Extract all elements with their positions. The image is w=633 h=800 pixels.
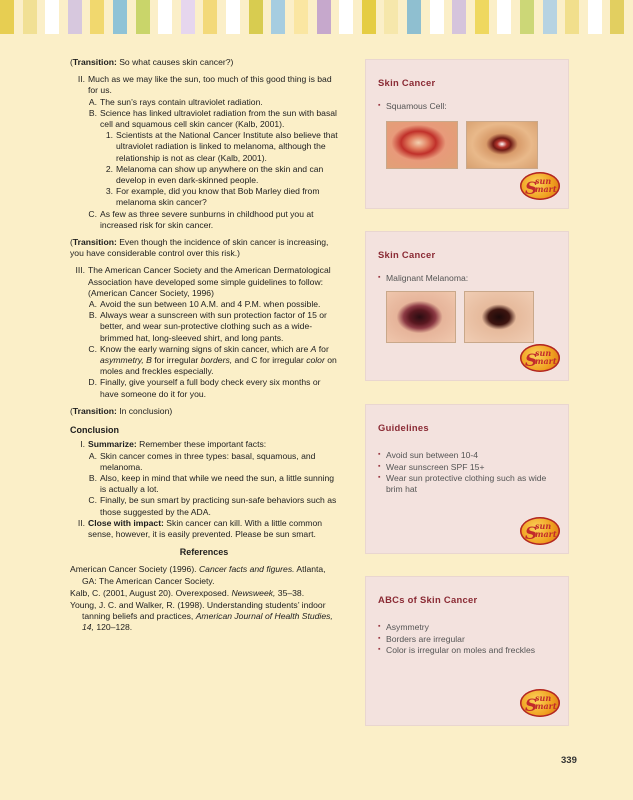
top-stripe: [317, 0, 331, 34]
conclusion-heading: Conclusion: [70, 425, 119, 436]
top-stripe: [158, 0, 172, 34]
transition-3: (Transition: In conclusion): [70, 405, 173, 416]
slide-title: Skin Cancer: [378, 77, 436, 88]
conclusion-item-ii: II. Close with impact: Skin cancer can kill. With a little common sense, however, it is easily prevented. Please be sun smart.: [77, 517, 323, 539]
top-stripe: [565, 0, 579, 34]
outline-item-iii-d: D. Finally, give yourself a full body check every six months or have someone do it for you.: [88, 377, 321, 399]
slide-bullet: ▪ Wear sunscreen SPF 15+: [378, 462, 548, 473]
conclusion-item-i-b: B. Also, keep in mind that while we need the sun, a little sunning is actually a lot.: [88, 472, 335, 495]
outline-text-column: [70, 57, 338, 635]
transition-2: (Transition: Even though the incidence of skin cancer is increasing, you have considerable control over this risk.): [70, 237, 329, 259]
top-stripe: [68, 0, 82, 34]
outline-item-ii-b-3: 3. For example, did you know that Bob Marley died from melanoma skin cancer?: [105, 186, 320, 208]
slide-bullet: ▪ Asymmetry: [378, 622, 548, 633]
sunsmart-logo: S sun mart: [520, 689, 560, 717]
sunsmart-logo: S sun mart: [520, 344, 560, 372]
top-stripe: [0, 0, 14, 34]
top-stripe: [407, 0, 421, 34]
top-stripe: [520, 0, 534, 34]
melanoma-photo-2: [464, 291, 534, 343]
top-stripe: [452, 0, 466, 34]
outline-item-ii-b: B. Science has linked ultraviolet radiation from the sun with basal cell and squamous cell skin cancer (Kalb, 2001).: [88, 107, 337, 130]
page-number: 339: [561, 755, 577, 766]
slide-bullet: ▪ Avoid sun between 10-4: [378, 450, 548, 461]
outline-item-ii: II. Much as we may like the sun, too much of this good thing is bad for us.: [77, 74, 332, 96]
sunsmart-logo: S sun mart: [520, 517, 560, 545]
top-stripe: [226, 0, 240, 34]
outline-item-iii: III. The American Cancer Society and the American Dermatological Association have developed some simple guidelines to follow: (American Cancer Society, 1996): [75, 265, 331, 298]
conclusion-item-i: I. Summarize: Remember these important facts:: [80, 439, 267, 450]
top-stripe: [90, 0, 104, 34]
slide-guidelines: [366, 405, 568, 553]
reference-3: Young, J. C. and Walker, R. (1998). Understanding students’ indoor tanning beliefs and practices, American Journal of Health Studies, 14, 120–128.: [70, 599, 333, 633]
outline-item-ii-c: C. As few as three severe sunburns in childhood put you at increased risk for skin cancer.: [88, 208, 314, 230]
slide-bullet: ▪ Squamous Cell:: [378, 101, 548, 112]
top-stripe: [362, 0, 376, 34]
top-stripe: [430, 0, 444, 34]
top-stripe: [339, 0, 353, 34]
top-stripe: [23, 0, 37, 34]
top-stripe: [543, 0, 557, 34]
conclusion-item-i-c: C. Finally, be sun smart by practicing sun-safe behaviors such as those suggested by the ADA.: [88, 495, 337, 517]
top-stripe: [497, 0, 511, 34]
top-stripe: [249, 0, 263, 34]
top-stripe: [588, 0, 602, 34]
slide-skin-cancer-squamous: [366, 60, 568, 208]
reference-1: American Cancer Society (1996). Cancer facts and figures. Atlanta, GA: The American Cancer Society.: [70, 564, 326, 586]
slide-title: ABCs of Skin Cancer: [378, 594, 478, 605]
reference-2: Kalb, C. (2001, August 20). Overexposed. Newsweek, 35–38.: [70, 587, 305, 598]
slide-bullet: ▪ Malignant Melanoma:: [378, 273, 548, 284]
slide-bullet: ▪ Wear sun protective clothing such as wide brim hat: [378, 473, 548, 494]
slide-bullet: ▪ Borders are irregular: [378, 634, 548, 645]
top-stripe: [113, 0, 127, 34]
top-stripe: [181, 0, 195, 34]
slide-title: Skin Cancer: [378, 249, 436, 260]
top-stripe: [203, 0, 217, 34]
conclusion-item-i-a: A. Skin cancer comes in three types: basal, squamous, and melanoma.: [88, 450, 316, 472]
references-heading: References: [179, 547, 229, 558]
squamous-cell-photo-1: [386, 121, 458, 169]
outline-item-iii-c: C. Know the early warning signs of skin cancer, which are A for asymmetry, B for irregular borders, and C for irregular color on moles and freckles especially.: [88, 343, 337, 377]
slide-abcs-of-skin-cancer: [366, 577, 568, 725]
outline-item-ii-b-2: 2. Melanoma can show up anywhere on the skin and can develop in even dark-skinned people.: [105, 163, 324, 186]
top-stripe: [136, 0, 150, 34]
top-stripe: [271, 0, 285, 34]
outline-item-ii-b-1: 1. Scientists at the National Cancer Institute also believe that ultraviolet radiation is linked to melanoma, although the relationship is not as clear (Kalb, 2001).: [105, 130, 338, 163]
top-stripe: [45, 0, 59, 34]
sunsmart-logo: S sun mart: [520, 172, 560, 200]
slide-bullets: [378, 101, 548, 113]
slide-skin-cancer-melanoma: [366, 232, 568, 380]
top-stripe: [475, 0, 489, 34]
outline-item-iii-b: B. Always wear a sunscreen with sun protection factor of 15 or better, and wear sun-protective clothing such as a wide-brimmed hat, long-sleeved shirt, and long pants.: [88, 310, 327, 343]
slide-bullet: ▪ Color is irregular on moles and freckles: [378, 645, 548, 656]
slide-bullets: [378, 622, 548, 657]
top-stripe: [294, 0, 308, 34]
outline-item-ii-a: A. The sun’s rays contain ultraviolet radiation.: [88, 96, 263, 107]
squamous-cell-photo-2: [466, 121, 538, 169]
transition-1: (Transition: So what causes skin cancer?): [70, 57, 234, 67]
top-stripe: [384, 0, 398, 34]
slide-bullets: [378, 273, 548, 285]
top-stripe-band: [0, 0, 633, 34]
slide-title: Guidelines: [378, 422, 429, 433]
outline-item-iii-a: A. Avoid the sun between 10 A.M. and 4 P.M. when possible.: [88, 299, 321, 310]
slide-bullets: [378, 450, 548, 495]
top-stripe: [610, 0, 624, 34]
melanoma-photo-1: [386, 291, 456, 343]
